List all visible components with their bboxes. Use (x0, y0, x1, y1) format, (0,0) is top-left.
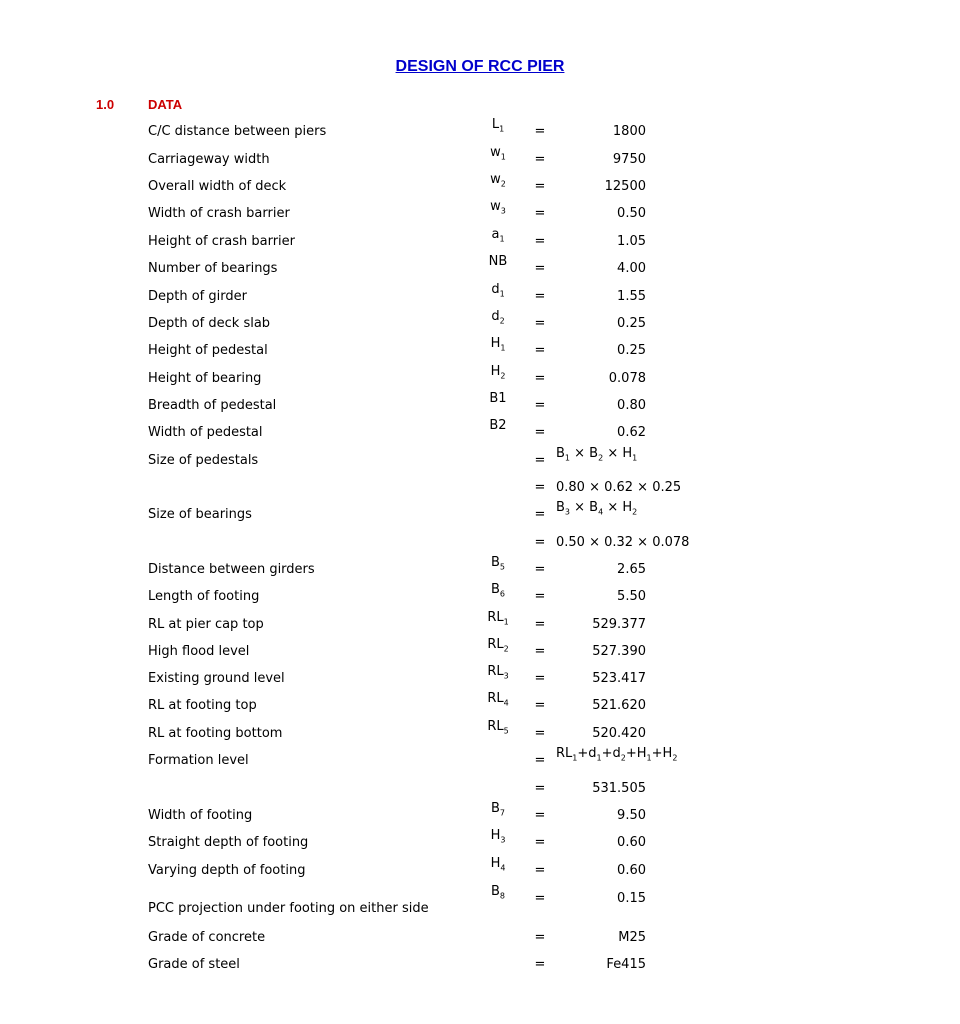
equals-sign: = (534, 535, 546, 550)
table-row (0, 957, 768, 981)
row-value: 0.25 (617, 316, 646, 331)
row-description: Size of pedestals (148, 453, 259, 468)
row-value: 520.420 (592, 726, 646, 741)
equals-sign: = (534, 289, 546, 304)
row-symbol: $B_5$ (490, 555, 505, 572)
row-symbol: $B_6$ (490, 582, 505, 599)
equals-sign: = (534, 124, 546, 139)
equals-sign: = (534, 316, 546, 331)
row-value: 9750 (612, 152, 646, 167)
row-value: 531.505 (592, 781, 646, 796)
row-value: 0.50 (617, 206, 646, 221)
row-value: 0.60 (617, 835, 646, 850)
row-description: PCC projection under footing on either side (148, 901, 429, 916)
equals-sign: = (534, 343, 546, 358)
row-value: 0.80 (617, 398, 646, 413)
row-symbol: $L_1$ (491, 117, 505, 134)
row-value: Fe415 (606, 957, 646, 972)
table-row (0, 535, 768, 559)
row-description: C/C distance between piers (148, 124, 327, 139)
equals-sign: = (534, 753, 546, 768)
table-row (0, 930, 768, 954)
equals-sign: = (534, 726, 546, 741)
row-symbol: $RL_1$ (487, 610, 509, 627)
row-description: RL at pier cap top (148, 617, 264, 632)
table-row (0, 582, 768, 613)
table-row (0, 446, 768, 477)
row-expression: 0.80 × 0.62 × 0.25 (556, 480, 682, 495)
row-description: Width of footing (148, 808, 253, 823)
table-row (0, 172, 768, 203)
equals-sign: = (534, 671, 546, 686)
row-value: 12500 (604, 179, 646, 194)
row-description: Existing ground level (148, 671, 285, 686)
row-description: Height of crash barrier (148, 234, 296, 249)
row-symbol: $w_3$ (490, 199, 506, 216)
row-value: 1.55 (617, 289, 646, 304)
row-symbol: $B_7$ (490, 801, 505, 818)
equals-sign: = (534, 179, 546, 194)
equals-sign: = (534, 261, 546, 276)
row-symbol: NB (488, 254, 508, 269)
row-symbol: $w_1$ (490, 145, 506, 162)
table-row (0, 828, 768, 859)
row-symbol: $H_1$ (490, 336, 506, 353)
row-symbol: $a_1$ (491, 227, 505, 244)
row-description: Carriageway width (148, 152, 270, 167)
table-row (0, 781, 768, 805)
row-symbol: $RL_4$ (487, 691, 509, 708)
table-row (0, 199, 768, 230)
row-value: 4.00 (617, 261, 646, 276)
row-description: Depth of deck slab (148, 316, 271, 331)
row-description: Width of pedestal (148, 425, 263, 440)
row-symbol: $RL_5$ (487, 719, 509, 736)
row-value: 521.620 (592, 698, 646, 713)
equals-sign: = (534, 644, 546, 659)
section-heading: DATA (148, 97, 183, 112)
equals-sign: = (534, 835, 546, 850)
equals-sign: = (534, 562, 546, 577)
table-row (0, 746, 768, 777)
row-expression: $RL_1+d_1+d_2+H_1+H_2$ (556, 746, 678, 763)
row-symbol: $B_8$ (490, 884, 505, 901)
row-expression: $B_3 \times B_4 \times H_2$ (556, 500, 638, 517)
row-value: 1800 (612, 124, 646, 139)
row-symbol: B1 (489, 391, 507, 406)
row-value: 529.377 (592, 617, 646, 632)
table-row (0, 145, 768, 176)
equals-sign: = (534, 617, 546, 632)
table-row (0, 391, 768, 422)
row-value: 0.25 (617, 343, 646, 358)
row-description: Overall width of deck (148, 179, 287, 194)
table-row (0, 610, 768, 641)
equals-sign: = (534, 808, 546, 823)
table-row (0, 309, 768, 340)
table-row (0, 856, 768, 887)
document-title: DESIGN OF RCC PIER (395, 58, 565, 75)
row-symbol: B2 (489, 418, 507, 433)
section-number: 1.0 (96, 97, 115, 112)
row-expression: $B_1 \times B_2 \times H_1$ (556, 446, 638, 463)
row-value: 523.417 (592, 671, 646, 686)
equals-sign: = (534, 507, 546, 522)
equals-sign: = (534, 480, 546, 495)
table-row (0, 664, 768, 695)
row-description: Depth of girder (148, 289, 247, 304)
row-value: 2.65 (617, 562, 646, 577)
row-value: 9.50 (617, 808, 646, 823)
table-row (0, 418, 768, 449)
row-value: 527.390 (592, 644, 646, 659)
equals-sign: = (534, 930, 546, 945)
row-value: 0.15 (617, 891, 646, 906)
table-row (0, 227, 768, 258)
table-row (0, 884, 768, 916)
equals-sign: = (534, 957, 546, 972)
table-row (0, 691, 768, 722)
table-row (0, 364, 768, 395)
row-description: RL at footing bottom (148, 726, 283, 741)
equals-sign: = (534, 891, 546, 906)
row-symbol: $w_2$ (490, 172, 506, 189)
row-description: Grade of concrete (148, 930, 266, 945)
table-row (0, 336, 768, 367)
table-row (0, 637, 768, 668)
row-value: M25 (618, 930, 646, 945)
table-row (0, 480, 768, 504)
row-symbol: $H_3$ (490, 828, 506, 845)
table-row (0, 500, 768, 531)
row-description: Length of footing (148, 589, 260, 604)
row-description: Formation level (148, 753, 249, 768)
equals-sign: = (534, 781, 546, 796)
equals-sign: = (534, 589, 546, 604)
row-description: Straight depth of footing (148, 835, 309, 850)
row-symbol: $d_1$ (491, 282, 505, 299)
equals-sign: = (534, 371, 546, 386)
row-symbol: $RL_2$ (487, 637, 509, 654)
row-description: Size of bearings (148, 507, 252, 522)
row-expression: 0.50 × 0.32 × 0.078 (556, 535, 690, 550)
row-value: 0.62 (617, 425, 646, 440)
table-row (0, 117, 768, 148)
equals-sign: = (534, 698, 546, 713)
table-row (0, 254, 768, 285)
row-description: Breadth of pedestal (148, 398, 277, 413)
equals-sign: = (534, 398, 546, 413)
row-value: 0.078 (608, 371, 646, 386)
row-symbol: $d_2$ (491, 309, 505, 326)
row-symbol: $H_2$ (490, 364, 506, 381)
row-description: Height of bearing (148, 371, 262, 386)
row-symbol: $RL_3$ (487, 664, 509, 681)
row-description: Number of bearings (148, 261, 278, 276)
row-value: 5.50 (617, 589, 646, 604)
row-description: Varying depth of footing (148, 863, 306, 878)
row-value: 0.60 (617, 863, 646, 878)
row-symbol: $H_4$ (490, 856, 506, 873)
row-description: Distance between girders (148, 562, 315, 577)
equals-sign: = (534, 453, 546, 468)
row-description: High flood level (148, 644, 250, 659)
row-description: Width of crash barrier (148, 206, 290, 221)
table-row (0, 555, 768, 586)
row-value: 1.05 (617, 234, 646, 249)
equals-sign: = (534, 206, 546, 221)
row-description: RL at footing top (148, 698, 257, 713)
equals-sign: = (534, 234, 546, 249)
table-row (0, 282, 768, 313)
row-description: Grade of steel (148, 957, 240, 972)
equals-sign: = (534, 152, 546, 167)
equals-sign: = (534, 425, 546, 440)
row-description: Height of pedestal (148, 343, 268, 358)
equals-sign: = (534, 863, 546, 878)
table-row (0, 801, 768, 832)
